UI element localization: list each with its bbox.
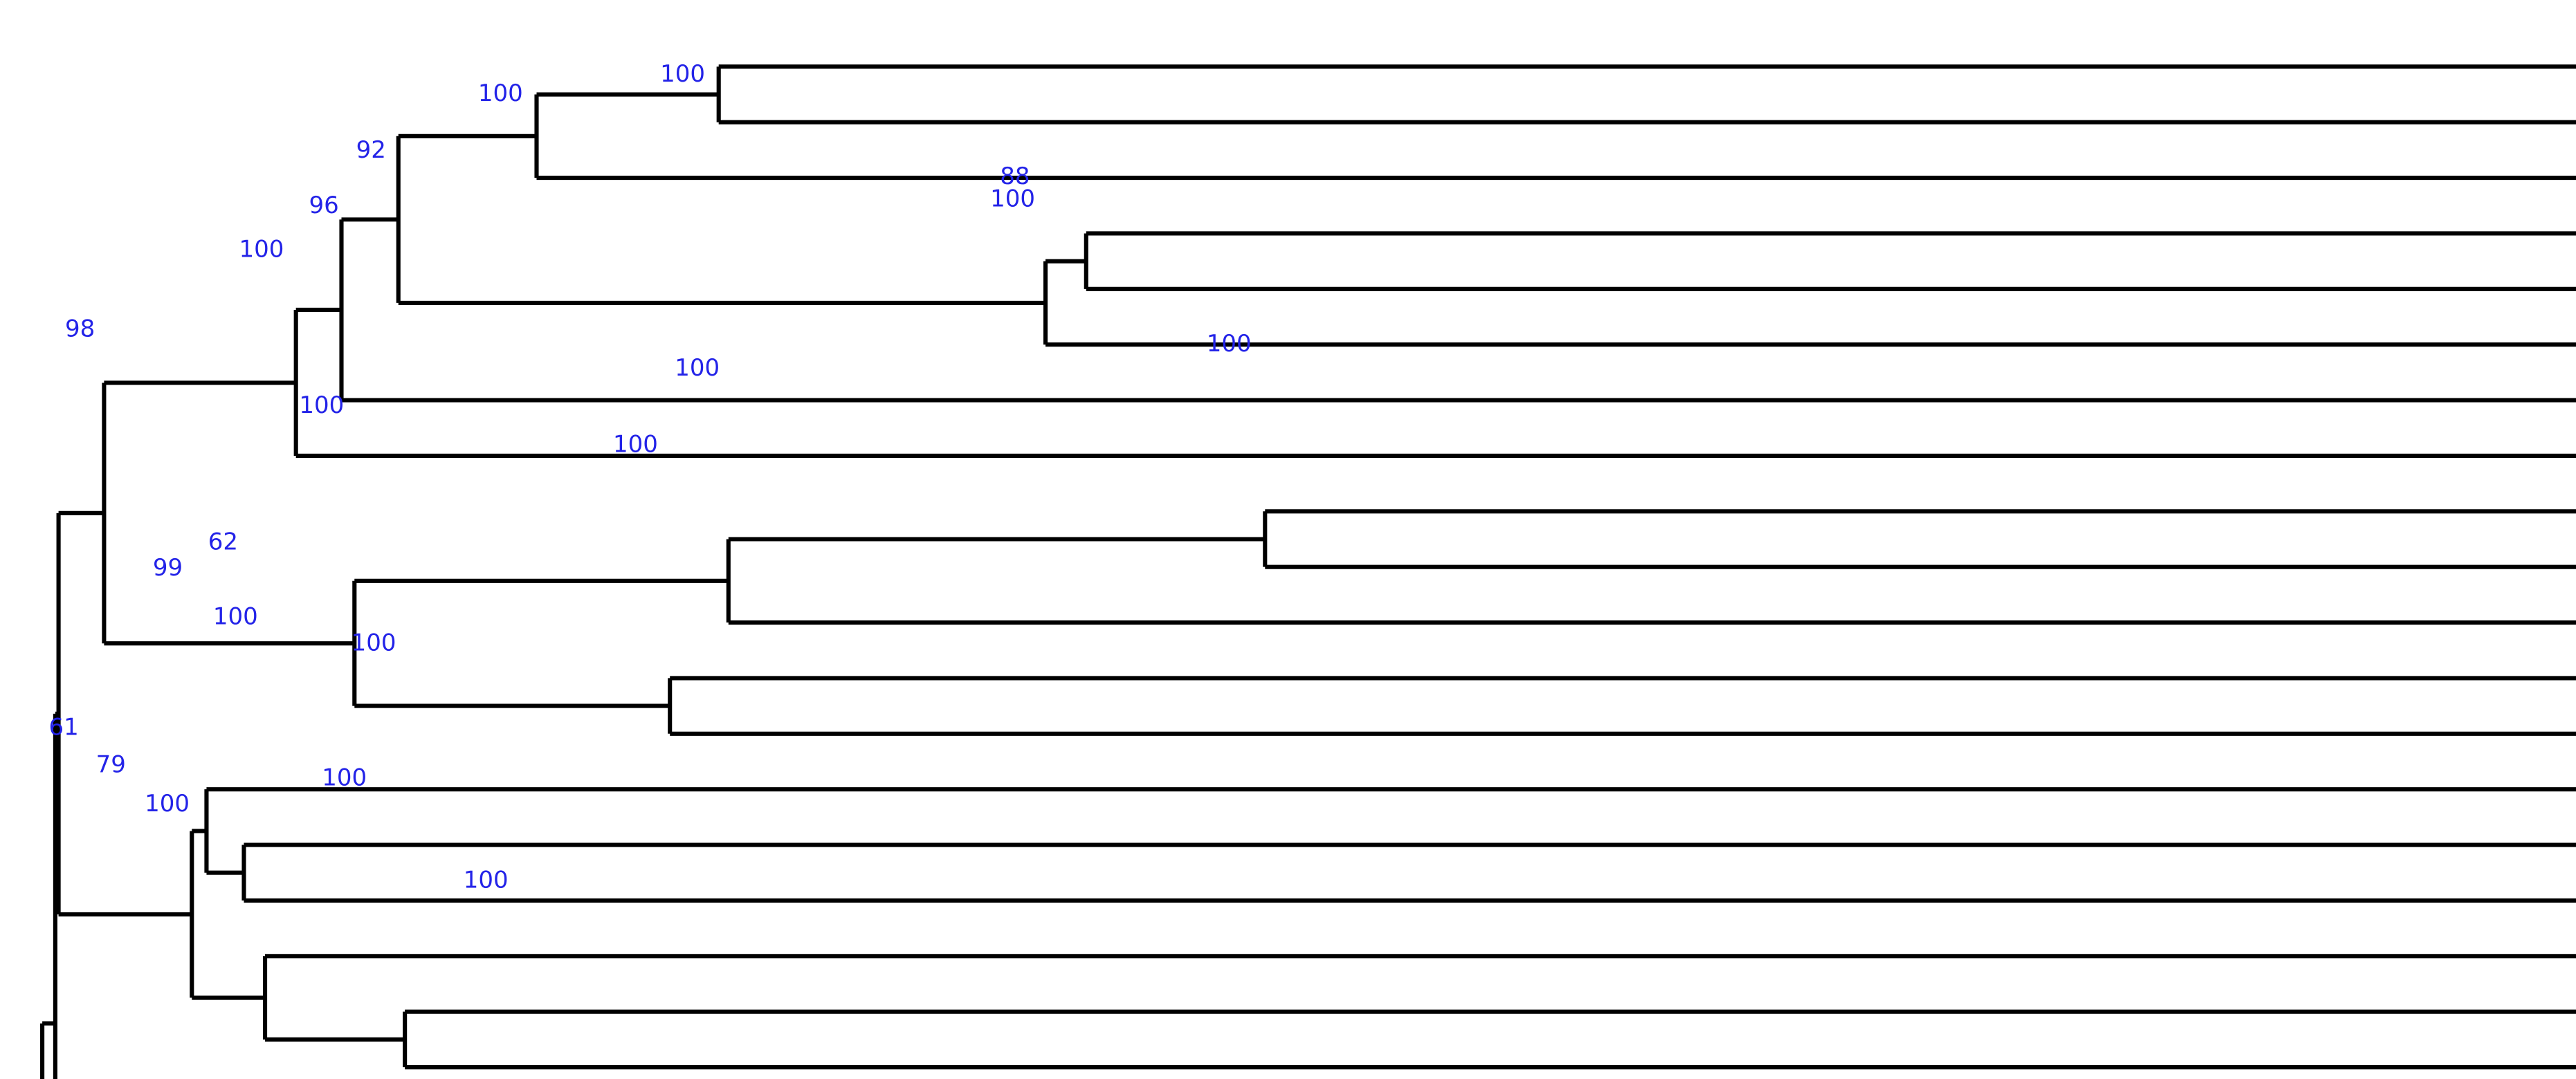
- bootstrap-value: 100: [990, 185, 1036, 213]
- bootstrap-value: 100: [477, 79, 523, 107]
- bootstrap-value: 100: [145, 789, 190, 818]
- bootstrap-value: 92: [356, 136, 386, 165]
- bootstrap-value: 99: [152, 554, 183, 582]
- bootstrap-value: 62: [208, 528, 239, 556]
- bootstrap-value: 100: [675, 354, 720, 382]
- bootstrap-value: 100: [239, 235, 284, 264]
- bootstrap-value: 100: [660, 59, 706, 88]
- bootstrap-value: 79: [95, 750, 126, 779]
- bootstrap-value: 100: [212, 602, 258, 631]
- bootstrap-value: 96: [309, 192, 339, 220]
- bootstrap-value: 61: [48, 713, 79, 741]
- bootstrap-value: 88: [1000, 162, 1030, 190]
- tree-branches: [19, 66, 2576, 1079]
- bootstrap-values: [49, 60, 1252, 894]
- bootstrap-value: 100: [1206, 329, 1252, 358]
- bootstrap-value: 98: [65, 315, 95, 343]
- bootstrap-value: 100: [463, 866, 509, 894]
- bootstrap-value: 100: [322, 764, 367, 792]
- bootstrap-value: 100: [351, 629, 396, 657]
- bootstrap-value: 100: [299, 391, 345, 420]
- bootstrap-value: 100: [612, 430, 658, 459]
